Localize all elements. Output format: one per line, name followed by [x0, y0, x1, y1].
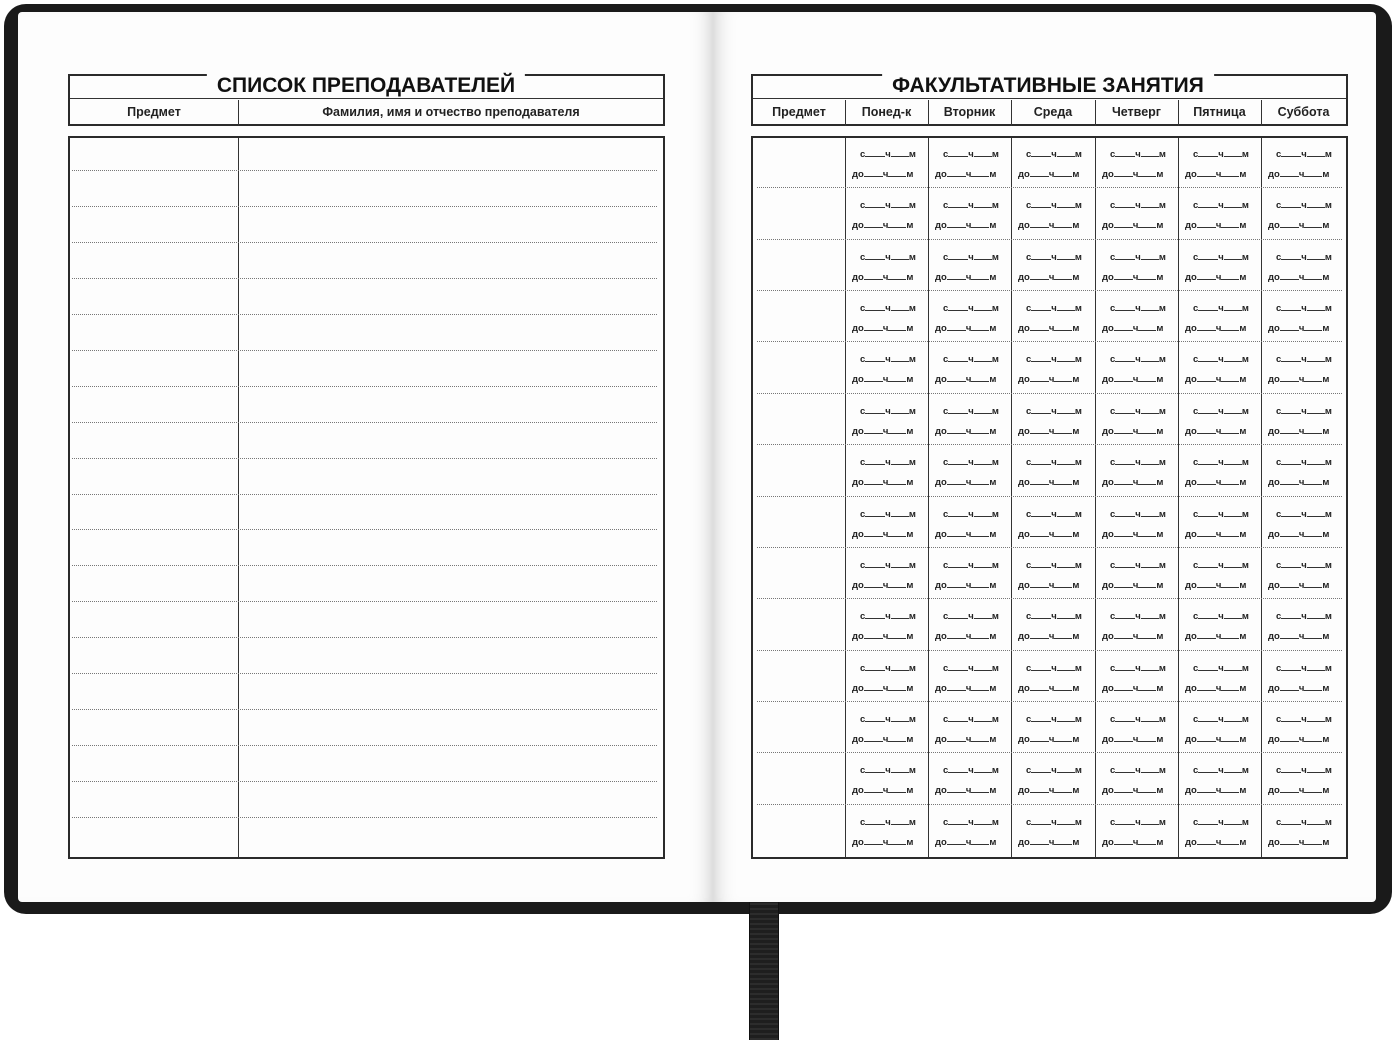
time-slot-from: с ч м [1110, 765, 1166, 777]
elective-row-line [757, 187, 1342, 188]
time-slot-from: с ч м [943, 816, 999, 828]
time-slot-to: до ч м [935, 528, 997, 540]
time-slot-to: до ч м [935, 733, 997, 745]
time-slot-from: с ч м [943, 559, 999, 571]
time-slot-from: с ч м [1276, 457, 1332, 469]
time-slot-to: до ч м [1268, 271, 1330, 283]
elective-row-line [757, 393, 1342, 394]
time-slot-to: до ч м [852, 271, 914, 283]
time-slot-from: с ч м [1110, 354, 1166, 366]
time-slot-to: до ч м [1102, 631, 1164, 643]
time-slot-from: с ч м [1110, 405, 1166, 417]
time-slot-to: до ч м [1185, 169, 1247, 180]
time-slot-to: до ч м [1102, 323, 1164, 335]
time-slot-to: до ч м [1018, 374, 1080, 386]
time-slot-to: до ч м [1018, 220, 1080, 232]
time-slot-from: с ч м [1110, 713, 1166, 725]
elective-row-line [757, 290, 1342, 291]
time-slot-from: с ч м [860, 303, 916, 315]
time-slot-to: до ч м [935, 425, 997, 437]
time-slot-to: до ч м [1018, 169, 1080, 180]
time-slot-from: с ч м [943, 251, 999, 263]
time-slot-to: до ч м [1102, 579, 1164, 591]
time-slot-from: с ч м [1110, 611, 1166, 623]
time-slot-to: до ч м [1185, 425, 1247, 437]
ribbon-bookmark [749, 900, 779, 1040]
electives-col-6: Суббота [1277, 105, 1330, 119]
time-slot-from: с ч м [1276, 303, 1332, 315]
time-slot-from: с ч м [1193, 662, 1249, 674]
time-slot-from: с ч м [943, 405, 999, 417]
time-slot-from: с ч м [860, 816, 916, 828]
time-slot-to: до ч м [1185, 220, 1247, 232]
time-slot-to: до ч м [1102, 836, 1164, 848]
teachers-table [68, 136, 665, 859]
teacher-row-line [72, 745, 657, 746]
elective-row-line [757, 444, 1342, 445]
time-slot-from: с ч м [860, 457, 916, 469]
time-slot-to: до ч м [1018, 477, 1080, 489]
teacher-row-line [72, 422, 657, 423]
time-slot-to: до ч м [852, 374, 914, 386]
time-slot-from: с ч м [1276, 354, 1332, 366]
electives-col-3: Среда [1033, 105, 1073, 119]
time-slot-from: с ч м [1026, 200, 1082, 212]
time-slot-from: с ч м [1276, 559, 1332, 571]
time-slot-to: до ч м [1268, 836, 1330, 848]
time-slot-from: с ч м [860, 559, 916, 571]
electives-col-2: Вторник [943, 105, 996, 119]
time-slot-to: до ч м [852, 682, 914, 694]
time-slot-to: до ч м [1185, 477, 1247, 489]
time-slot-from: с ч м [1026, 303, 1082, 315]
time-slot-to: до ч м [852, 528, 914, 540]
time-slot-to: до ч м [1102, 425, 1164, 437]
time-slot-from: с ч м [1110, 457, 1166, 469]
time-slot-from: с ч м [1193, 354, 1249, 366]
time-slot-to: до ч м [935, 323, 997, 335]
time-slot-to: до ч м [935, 631, 997, 643]
time-slot-to: до ч м [1268, 374, 1330, 386]
time-slot-from: с ч м [1193, 251, 1249, 263]
time-slot-from: с ч м [1193, 200, 1249, 212]
time-slot-to: до ч м [1185, 528, 1247, 540]
time-slot-to: до ч м [1185, 733, 1247, 745]
time-slot-to: до ч м [1268, 169, 1330, 180]
elective-row-line [757, 804, 1342, 805]
elective-row-line [757, 752, 1342, 753]
electives-col-4: Четверг [1111, 105, 1161, 119]
time-slot-from: с ч м [860, 765, 916, 777]
time-slot-from: с ч м [860, 508, 916, 520]
time-slot-from: с ч м [860, 354, 916, 366]
time-slot-from: с ч м [1193, 765, 1249, 777]
time-slot-from: с ч м [1276, 200, 1332, 212]
electives-title: ФАКУЛЬТАТИВНЫЕ ЗАНЯТИЯ [882, 72, 1214, 100]
time-slot-to: до ч м [1268, 528, 1330, 540]
time-slot-from: с ч м [1026, 149, 1082, 160]
time-slot-to: до ч м [935, 477, 997, 489]
time-slot-from: с ч м [860, 251, 916, 263]
time-slot-to: до ч м [852, 579, 914, 591]
time-slot-from: с ч м [860, 200, 916, 212]
time-slot-to: до ч м [1102, 271, 1164, 283]
time-slot-from: с ч м [1193, 303, 1249, 315]
time-slot-to: до ч м [1268, 323, 1330, 335]
teacher-row-line [72, 781, 657, 782]
time-slot-to: до ч м [1018, 528, 1080, 540]
time-slot-from: с ч м [1026, 457, 1082, 469]
time-slot-to: до ч м [935, 271, 997, 283]
time-slot-from: с ч м [860, 713, 916, 725]
electives-col-5: Пятница [1193, 105, 1246, 119]
time-slot-to: до ч м [1102, 528, 1164, 540]
electives-table [751, 136, 1348, 859]
time-slot-from: с ч м [860, 611, 916, 623]
time-slot-from: с ч м [1026, 713, 1082, 725]
time-slot-to: до ч м [1102, 169, 1164, 180]
time-slot-to: до ч м [935, 836, 997, 848]
time-slot-from: с ч м [1193, 559, 1249, 571]
time-slot-to: до ч м [1185, 785, 1247, 797]
time-slot-to: до ч м [852, 785, 914, 797]
time-slot-from: с ч м [1026, 251, 1082, 263]
time-slot-from: с ч м [943, 662, 999, 674]
teacher-row-line [72, 817, 657, 818]
time-slot-from: с ч м [1026, 611, 1082, 623]
time-slot-from: с ч м [943, 508, 999, 520]
time-slot-from: с ч м [1110, 303, 1166, 315]
time-slot-from: с ч м [943, 765, 999, 777]
electives-col-1: Понед-к [861, 105, 912, 119]
time-slot-from: с ч м [1110, 662, 1166, 674]
left-page [18, 12, 713, 902]
time-slot-to: до ч м [1018, 323, 1080, 335]
time-slot-to: до ч м [1268, 477, 1330, 489]
elective-row-line [757, 341, 1342, 342]
time-slot-from: с ч м [1276, 508, 1332, 520]
time-slot-to: до ч м [1185, 374, 1247, 386]
elective-row-line [757, 239, 1342, 240]
time-slot-from: с ч м [1276, 713, 1332, 725]
time-slot-from: с ч м [1026, 662, 1082, 674]
time-slot-to: до ч м [852, 631, 914, 643]
time-slot-to: до ч м [1018, 425, 1080, 437]
time-slot-from: с ч м [860, 662, 916, 674]
time-slot-from: с ч м [1193, 816, 1249, 828]
teacher-row-line [72, 565, 657, 566]
time-slot-to: до ч м [1268, 733, 1330, 745]
electives-col-0: Предмет [772, 105, 826, 119]
time-slot-to: до ч м [1268, 785, 1330, 797]
time-slot-to: до ч м [1268, 220, 1330, 232]
time-slot-from: с ч м [1193, 149, 1249, 160]
elective-row-line [757, 701, 1342, 702]
time-slot-to: до ч м [852, 220, 914, 232]
time-slot-to: до ч м [1185, 323, 1247, 335]
time-slot-to: до ч м [1102, 220, 1164, 232]
time-slot-from: с ч м [860, 149, 916, 160]
time-slot-from: с ч м [1193, 508, 1249, 520]
time-slot-to: до ч м [1018, 836, 1080, 848]
time-slot-from: с ч м [1276, 251, 1332, 263]
time-slot-to: до ч м [1268, 682, 1330, 694]
time-slot-to: до ч м [852, 169, 914, 180]
teacher-row-line [72, 637, 657, 638]
time-slot-from: с ч м [1110, 200, 1166, 212]
teacher-row-line [72, 709, 657, 710]
time-slot-to: до ч м [935, 374, 997, 386]
teacher-row-line [72, 458, 657, 459]
time-slot-to: до ч м [1018, 785, 1080, 797]
time-slot-to: до ч м [1268, 579, 1330, 591]
time-slot-to: до ч м [1102, 785, 1164, 797]
time-slot-from: с ч м [943, 354, 999, 366]
time-slot-from: с ч м [1026, 765, 1082, 777]
time-slot-to: до ч м [1268, 425, 1330, 437]
time-slot-to: до ч м [1102, 374, 1164, 386]
time-slot-from: с ч м [1193, 405, 1249, 417]
time-slot-from: с ч м [943, 303, 999, 315]
time-slot-from: с ч м [1026, 816, 1082, 828]
time-slot-from: с ч м [1276, 662, 1332, 674]
time-slot-to: до ч м [1268, 631, 1330, 643]
time-slot-from: с ч м [1026, 405, 1082, 417]
time-slot-from: с ч м [1110, 816, 1166, 828]
elective-row-line [757, 547, 1342, 548]
time-slot-to: до ч м [1185, 579, 1247, 591]
teacher-row-line [72, 529, 657, 530]
time-slot-from: с ч м [943, 457, 999, 469]
time-slot-to: до ч м [1018, 733, 1080, 745]
time-slot-to: до ч м [1018, 631, 1080, 643]
time-slot-to: до ч м [935, 579, 997, 591]
teacher-row-line [72, 494, 657, 495]
teacher-row-line [72, 601, 657, 602]
time-slot-to: до ч м [935, 220, 997, 232]
time-slot-from: с ч м [1276, 816, 1332, 828]
time-slot-to: до ч м [1185, 271, 1247, 283]
time-slot-to: до ч м [935, 682, 997, 694]
time-slot-from: с ч м [1110, 149, 1166, 160]
time-slot-to: до ч м [1018, 271, 1080, 283]
time-slot-to: до ч м [1102, 733, 1164, 745]
time-slot-from: с ч м [1110, 508, 1166, 520]
time-slot-from: с ч м [943, 149, 999, 160]
teacher-row-line [72, 673, 657, 674]
time-slot-from: с ч м [943, 611, 999, 623]
teacher-row-line [72, 278, 657, 279]
time-slot-from: с ч м [943, 200, 999, 212]
time-slot-from: с ч м [1193, 457, 1249, 469]
time-slot-from: с ч м [1276, 765, 1332, 777]
time-slot-from: с ч м [1110, 559, 1166, 571]
time-slot-from: с ч м [1276, 611, 1332, 623]
teacher-row-line [72, 206, 657, 207]
time-slot-to: до ч м [852, 836, 914, 848]
time-slot-from: с ч м [943, 713, 999, 725]
elective-row-line [757, 496, 1342, 497]
time-slot-to: до ч м [852, 323, 914, 335]
elective-row-line [757, 650, 1342, 651]
time-slot-to: до ч м [1102, 682, 1164, 694]
teachers-col-fullname: Фамилия, имя и отчество преподавателя [322, 105, 580, 119]
time-slot-from: с ч м [1276, 149, 1332, 160]
time-slot-to: до ч м [852, 425, 914, 437]
time-slot-to: до ч м [1185, 631, 1247, 643]
time-slot-from: с ч м [1026, 559, 1082, 571]
time-slot-to: до ч м [935, 785, 997, 797]
teacher-row-line [72, 242, 657, 243]
teachers-col-subject: Предмет [127, 105, 181, 119]
time-slot-from: с ч м [860, 405, 916, 417]
time-slot-to: до ч м [1018, 682, 1080, 694]
teachers-title: СПИСОК ПРЕПОДАВАТЕЛЕЙ [207, 72, 525, 100]
time-slot-from: с ч м [1193, 713, 1249, 725]
teacher-row-line [72, 386, 657, 387]
time-slot-from: с ч м [1026, 354, 1082, 366]
right-page [713, 12, 1376, 902]
time-slot-from: с ч м [1110, 251, 1166, 263]
time-slot-to: до ч м [852, 477, 914, 489]
time-slot-to: до ч м [1185, 836, 1247, 848]
teacher-row-line [72, 170, 657, 171]
teacher-row-line [72, 350, 657, 351]
time-slot-to: до ч м [1102, 477, 1164, 489]
time-slot-from: с ч м [1276, 405, 1332, 417]
time-slot-from: с ч м [1026, 508, 1082, 520]
time-slot-to: до ч м [852, 733, 914, 745]
teacher-row-line [72, 314, 657, 315]
time-slot-to: до ч м [1185, 682, 1247, 694]
elective-row-line [757, 598, 1342, 599]
time-slot-to: до ч м [1018, 579, 1080, 591]
time-slot-to: до ч м [935, 169, 997, 180]
time-slot-from: с ч м [1193, 611, 1249, 623]
